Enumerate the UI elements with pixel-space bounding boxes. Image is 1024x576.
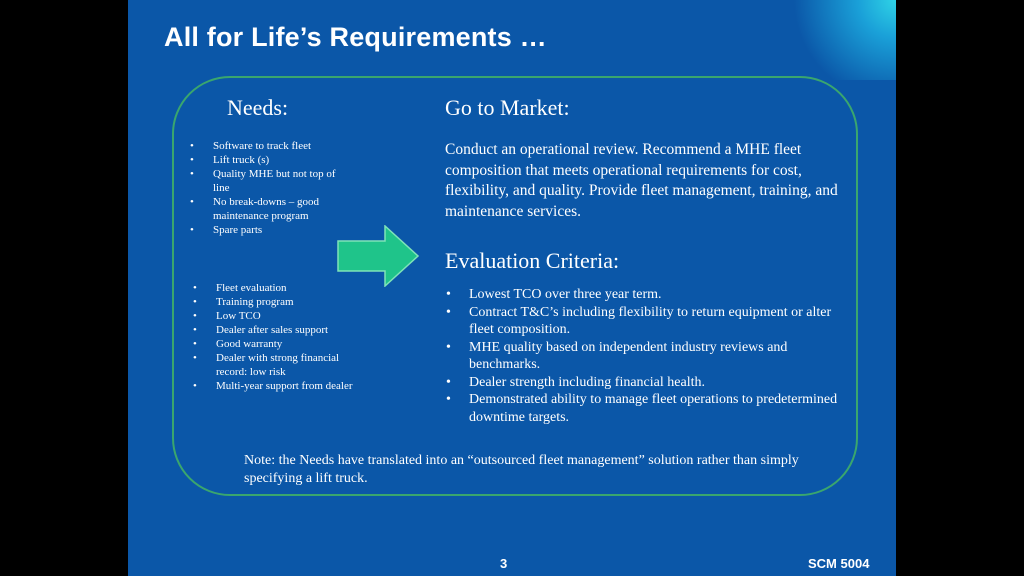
needs-list-primary	[190, 139, 350, 237]
list-item: • Training program	[193, 295, 353, 309]
needs-heading: Needs:	[227, 95, 289, 120]
list-item: • Lowest TCO over three year term.	[445, 286, 845, 304]
list-item: • MHE quality based on independent industry reviews and benchmarks.	[445, 339, 845, 374]
list-item: • Demonstrated ability to manage fleet operations to predetermined downtime targets.	[445, 391, 845, 426]
list-item: • Quality MHE but not top of line	[190, 167, 350, 195]
right-arrow-icon	[337, 225, 419, 287]
page-number: 3	[500, 556, 508, 571]
evaluation-heading: Evaluation Criteria:	[445, 248, 620, 273]
list-item: • Dealer after sales support	[193, 323, 353, 337]
list-item: • Fleet evaluation	[193, 281, 353, 295]
evaluation-criteria-list	[445, 286, 845, 426]
list-item: • Dealer with strong financial record: low risk	[193, 351, 353, 379]
list-item: • Multi-year support from dealer	[193, 379, 353, 393]
note-text: Note: the Needs have translated into an “outsourced fleet management” solution rather than simply specifying a lift truck.	[244, 453, 799, 486]
list-item: • Contract T&C’s including flexibility to return equipment or alter fleet composition.	[445, 304, 845, 339]
slide	[128, 0, 896, 576]
corner-glow	[786, 0, 896, 80]
list-item: • Dealer strength including financial health.	[445, 374, 845, 392]
list-item: • Good warranty	[193, 337, 353, 351]
list-item: • No break-downs – good maintenance program	[190, 195, 350, 223]
list-item: • Spare parts	[190, 223, 350, 237]
list-item: • Software to track fleet	[190, 139, 350, 153]
go-to-market-heading: Go to Market:	[445, 95, 570, 120]
course-code: SCM 5004	[808, 556, 870, 571]
list-item: • Lift truck (s)	[190, 153, 350, 167]
slide-title: All for Life’s Requirements …	[164, 22, 547, 52]
go-to-market-text: Conduct an operational review. Recommend a MHE fleet composition that meets operational requirements for cost, flexibility, and quality. Provide fleet management, training, and maintenance services.	[445, 141, 838, 220]
needs-list-secondary	[193, 281, 353, 393]
list-item: • Low TCO	[193, 309, 353, 323]
